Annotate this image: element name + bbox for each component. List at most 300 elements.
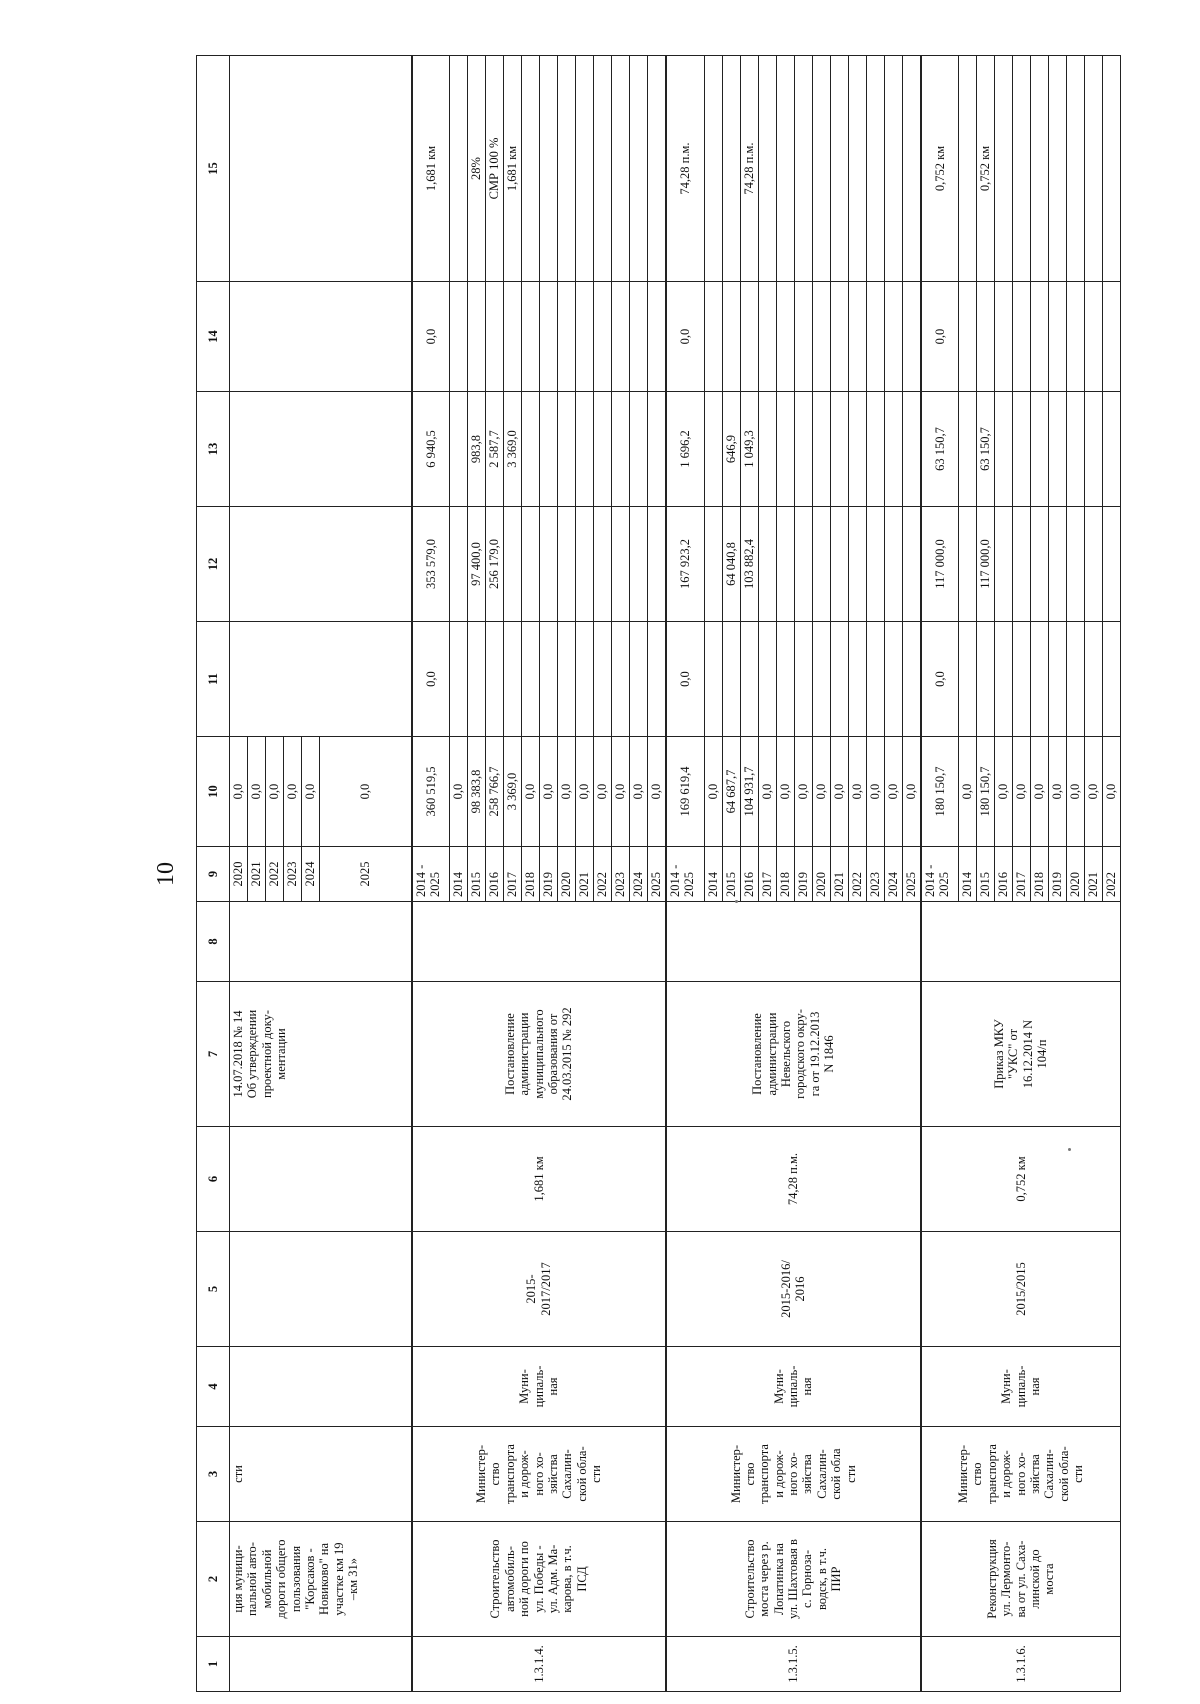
total-funding: 0,0 [884, 737, 902, 847]
federal-budget [902, 622, 921, 737]
local-budget: 6 940,5 [412, 392, 450, 507]
year-cell: 2014 [959, 847, 977, 902]
total-funding: 0,0 [1085, 737, 1103, 847]
federal-budget [540, 622, 558, 737]
federal-budget [848, 622, 866, 737]
year-cell: 2014 [450, 847, 468, 902]
local-budget [704, 392, 722, 507]
other-sources [740, 282, 758, 392]
other-sources: 0,0 [666, 282, 704, 392]
regional-budget [1085, 507, 1103, 622]
year-cell: 2016 [740, 847, 758, 902]
total-funding: 0,0 [302, 737, 320, 847]
column-header-14: 14 [197, 282, 230, 392]
column-header-7: 7 [197, 982, 230, 1127]
other-sources [959, 282, 977, 392]
regional-budget [704, 507, 722, 622]
local-budget [866, 392, 884, 507]
capacity: 0,752 км [921, 1127, 1121, 1232]
ownership: Муни- ципаль- ная [666, 1347, 921, 1427]
local-budget [1067, 392, 1085, 507]
local-budget [1049, 392, 1067, 507]
result [540, 56, 558, 282]
year-cell: 2025 [320, 847, 412, 902]
item-name: Реконструкция ул. Лермонто- ва от ул. Саха- линской до моста [921, 1522, 1121, 1637]
year-cell: 2020 [812, 847, 830, 902]
column-header-13: 13 [197, 392, 230, 507]
year-cell: 2023 [612, 847, 630, 902]
period: 2015/2015 [921, 1232, 1121, 1347]
federal-budget [1031, 622, 1049, 737]
result: 1,681 км [504, 56, 522, 282]
column-header-8: 8 [197, 902, 230, 982]
result [1103, 56, 1121, 282]
year-cell: 2018 [776, 847, 794, 902]
regional-budget [540, 507, 558, 622]
column-header-1: 1 [197, 1637, 230, 1692]
total-funding: 0,0 [558, 737, 576, 847]
local-budget [776, 392, 794, 507]
other-sources [1067, 282, 1085, 392]
total-funding: 3 369,0 [504, 737, 522, 847]
result: 74,28 п.м. [740, 56, 758, 282]
year-cell: 2019 [540, 847, 558, 902]
other-sources [630, 282, 648, 392]
federal-budget [884, 622, 902, 737]
local-budget: 63 150,7 [921, 392, 959, 507]
other-sources [612, 282, 630, 392]
local-budget [812, 392, 830, 507]
federal-budget [866, 622, 884, 737]
year-cell: 2014 - 2025 [666, 847, 704, 902]
year-cell: 2015 [977, 847, 995, 902]
other-sources [1013, 282, 1031, 392]
total-funding: 0,0 [704, 737, 722, 847]
local-budget: 1 049,3 [740, 392, 758, 507]
total-funding: 0,0 [848, 737, 866, 847]
table-row-total [412, 56, 450, 1692]
local-budget [648, 392, 667, 507]
total-funding: 0,0 [284, 737, 302, 847]
period [230, 1232, 412, 1347]
federal-budget [1067, 622, 1085, 737]
other-sources [830, 282, 848, 392]
item-number: 1.3.1.5. [666, 1637, 921, 1692]
total-funding: 0,0 [630, 737, 648, 847]
year-cell: 2022 [848, 847, 866, 902]
federal-budget [594, 622, 612, 737]
local-budget [1013, 392, 1031, 507]
page-number: 10 [153, 862, 179, 886]
other-sources [884, 282, 902, 392]
result [848, 56, 866, 282]
local-budget [1085, 392, 1103, 507]
result [230, 56, 412, 282]
other-sources: 0,0 [412, 282, 450, 392]
year-cell: 2025 [648, 847, 667, 902]
total-funding: 64 687,7 [722, 737, 740, 847]
result [1049, 56, 1067, 282]
other-sources [866, 282, 884, 392]
result [612, 56, 630, 282]
total-funding: 0,0 [794, 737, 812, 847]
total-funding: 0,0 [540, 737, 558, 847]
year-cell: 2025 [902, 847, 921, 902]
column-header-10: 10 [197, 737, 230, 847]
total-funding: 104 931,7 [740, 737, 758, 847]
federal-budget [504, 622, 522, 737]
total-funding: 0,0 [648, 737, 667, 847]
federal-budget [468, 622, 486, 737]
regional-budget [522, 507, 540, 622]
federal-budget [830, 622, 848, 737]
total-funding: 0,0 [594, 737, 612, 847]
column-header-9: 9 [197, 847, 230, 902]
result [1031, 56, 1049, 282]
other-sources [468, 282, 486, 392]
year-cell: 2018 [522, 847, 540, 902]
year-cell: 2023 [284, 847, 302, 902]
federal-budget [558, 622, 576, 737]
federal-budget [977, 622, 995, 737]
total-funding: 0,0 [450, 737, 468, 847]
local-budget [848, 392, 866, 507]
local-budget [1103, 392, 1121, 507]
regional-budget [630, 507, 648, 622]
regional-budget: 256 179,0 [486, 507, 504, 622]
result [830, 56, 848, 282]
column-header-2: 2 [197, 1522, 230, 1637]
federal-budget: 0,0 [412, 622, 450, 737]
item-number: 1.3.1.4. [412, 1637, 667, 1692]
local-budget [902, 392, 921, 507]
local-budget [1031, 392, 1049, 507]
column-header-4: 4 [197, 1347, 230, 1427]
year-cell: 2017 [758, 847, 776, 902]
federal-budget [648, 622, 667, 737]
year-cell: 2014 [704, 847, 722, 902]
federal-budget: 0,0 [666, 622, 704, 737]
federal-budget [776, 622, 794, 737]
regional-budget: 117 000,0 [977, 507, 995, 622]
other-sources: 0,0 [921, 282, 959, 392]
capacity: 74,28 п.м. [666, 1127, 921, 1232]
ownership: Муни- ципаль- ная [921, 1347, 1121, 1427]
result [722, 56, 740, 282]
result: 28% [468, 56, 486, 282]
basis-document: Приказ МКУ "УКС" от 16.12.2014 N 104/п [921, 982, 1121, 1127]
federal-budget [1013, 622, 1031, 737]
regional-budget [812, 507, 830, 622]
regional-budget [558, 507, 576, 622]
other-sources [648, 282, 667, 392]
local-budget [884, 392, 902, 507]
other-sources [504, 282, 522, 392]
other-sources [704, 282, 722, 392]
federal-budget [630, 622, 648, 737]
federal-budget: 0,0 [921, 622, 959, 737]
other-sources [776, 282, 794, 392]
result [812, 56, 830, 282]
year-cell: 2021 [248, 847, 266, 902]
other-sources [794, 282, 812, 392]
local-budget [612, 392, 630, 507]
federal-budget [1049, 622, 1067, 737]
total-funding: 0,0 [830, 737, 848, 847]
other-sources [1049, 282, 1067, 392]
result [450, 56, 468, 282]
federal-budget [722, 622, 740, 737]
total-funding: 0,0 [320, 737, 412, 847]
year-cell: 2015 [722, 847, 740, 902]
regional-budget [1103, 507, 1121, 622]
regional-budget: 167 923,2 [666, 507, 704, 622]
period: 2015-2016/ 2016 [666, 1232, 921, 1347]
result [758, 56, 776, 282]
other-sources [1031, 282, 1049, 392]
local-budget [594, 392, 612, 507]
regional-budget [230, 507, 412, 622]
period: 2015- 2017/2017 [412, 1232, 667, 1347]
total-funding: 0,0 [1013, 737, 1031, 847]
year-cell: 2016 [995, 847, 1013, 902]
responsible-body: сти [230, 1427, 412, 1522]
basis-document: Постановление администрации Невельского городского окру- га от 19.12.2013 N 1846 [666, 982, 921, 1127]
regional-budget [830, 507, 848, 622]
year-cell: 2019 [794, 847, 812, 902]
regional-budget [1049, 507, 1067, 622]
result [866, 56, 884, 282]
regional-budget [884, 507, 902, 622]
total-funding: 360 519,5 [412, 737, 450, 847]
year-cell: 2021 [1085, 847, 1103, 902]
other-sources [758, 282, 776, 392]
year-cell: 2024 [884, 847, 902, 902]
other-sources [230, 282, 412, 392]
result [522, 56, 540, 282]
other-sources [576, 282, 594, 392]
total-funding: 0,0 [1103, 737, 1121, 847]
federal-budget [230, 622, 412, 737]
total-funding: 0,0 [995, 737, 1013, 847]
total-funding: 0,0 [576, 737, 594, 847]
regional-budget: 353 579,0 [412, 507, 450, 622]
scan-speck [735, 900, 738, 903]
total-funding: 0,0 [902, 737, 921, 847]
year-cell: 2016 [486, 847, 504, 902]
regional-budget [995, 507, 1013, 622]
total-funding: 258 766,7 [486, 737, 504, 847]
federal-budget [450, 622, 468, 737]
regional-budget [648, 507, 667, 622]
total-funding: 0,0 [959, 737, 977, 847]
result [704, 56, 722, 282]
column-header-15: 15 [197, 56, 230, 282]
local-budget [558, 392, 576, 507]
total-funding: 0,0 [1031, 737, 1049, 847]
year-cell: 2014 - 2025 [412, 847, 450, 902]
year-cell: 2014 - 2025 [921, 847, 959, 902]
total-funding: 180 150,7 [921, 737, 959, 847]
basis-document: Постановление администрации муниципального образования от 24.03.2015 № 292 [412, 982, 667, 1127]
regional-budget: 64 040,8 [722, 507, 740, 622]
local-budget [758, 392, 776, 507]
total-funding: 0,0 [1049, 737, 1067, 847]
local-budget [794, 392, 812, 507]
result [884, 56, 902, 282]
result: СМР 100 % [486, 56, 504, 282]
regional-budget [902, 507, 921, 622]
basis-document: 14.07.2018 № 14 Об утверждении проектной доку- ментации [230, 982, 412, 1127]
local-budget [995, 392, 1013, 507]
year-cell: 2020 [1067, 847, 1085, 902]
other-sources [902, 282, 921, 392]
other-sources [540, 282, 558, 392]
year-cell: 2023 [866, 847, 884, 902]
regional-budget [1031, 507, 1049, 622]
ownership: Муни- ципаль- ная [412, 1347, 667, 1427]
result [794, 56, 812, 282]
other-sources [558, 282, 576, 392]
regional-budget [776, 507, 794, 622]
result [1085, 56, 1103, 282]
program-table [196, 55, 1121, 1692]
other-sources [977, 282, 995, 392]
total-funding: 0,0 [776, 737, 794, 847]
total-funding: 0,0 [230, 737, 248, 847]
federal-budget [486, 622, 504, 737]
regional-budget [450, 507, 468, 622]
local-budget: 63 150,7 [977, 392, 995, 507]
result [995, 56, 1013, 282]
year-cell: 2017 [504, 847, 522, 902]
column-8 [921, 902, 1121, 982]
federal-budget [704, 622, 722, 737]
item-name: Строительство моста через р. Лопатинка на ул. Шахтовая в с. Горноза- водск, в т.ч. ПИР [666, 1522, 921, 1637]
table-row [230, 56, 248, 1692]
other-sources [722, 282, 740, 392]
column-header-6: 6 [197, 1127, 230, 1232]
local-budget: 983,8 [468, 392, 486, 507]
regional-budget [866, 507, 884, 622]
other-sources [848, 282, 866, 392]
regional-budget [1067, 507, 1085, 622]
year-cell: 2018 [1031, 847, 1049, 902]
result [1067, 56, 1085, 282]
responsible-body: Министер- ство транспорта и дорож- ного хо- зяйства Сахалин- ской обла- сти [921, 1427, 1121, 1522]
year-cell: 2019 [1049, 847, 1067, 902]
other-sources [594, 282, 612, 392]
item-name: Строительство автомобиль- ной дороги по ул. Победы - ул. Адм. Ма- карова, в т.ч. ПСД [412, 1522, 667, 1637]
column-header-5: 5 [197, 1232, 230, 1347]
local-budget: 1 696,2 [666, 392, 704, 507]
year-cell: 2022 [266, 847, 284, 902]
local-budget: 2 587,7 [486, 392, 504, 507]
responsible-body: Министер- ство транспорта и дорож- ного хо- зяйства Сахалин- ской обла- сти [412, 1427, 667, 1522]
result [959, 56, 977, 282]
regional-budget: 103 882,4 [740, 507, 758, 622]
federal-budget [758, 622, 776, 737]
local-budget: 3 369,0 [504, 392, 522, 507]
regional-budget [504, 507, 522, 622]
year-cell: 2024 [630, 847, 648, 902]
regional-budget [612, 507, 630, 622]
local-budget [959, 392, 977, 507]
total-funding: 169 619,4 [666, 737, 704, 847]
federal-budget [740, 622, 758, 737]
result [630, 56, 648, 282]
federal-budget [1103, 622, 1121, 737]
other-sources [812, 282, 830, 392]
column-8 [412, 902, 667, 982]
year-cell: 2024 [302, 847, 320, 902]
regional-budget [794, 507, 812, 622]
responsible-body: Министер- ство транспорта и дорож- ного хо- зяйства Сахалин- ской обла сти [666, 1427, 921, 1522]
local-budget [630, 392, 648, 507]
total-funding: 0,0 [866, 737, 884, 847]
result [576, 56, 594, 282]
total-funding: 98 383,8 [468, 737, 486, 847]
result [558, 56, 576, 282]
year-cell: 2021 [576, 847, 594, 902]
federal-budget [612, 622, 630, 737]
rotated-page [148, 44, 1168, 1704]
total-funding: 0,0 [812, 737, 830, 847]
column-header-12: 12 [197, 507, 230, 622]
federal-budget [1085, 622, 1103, 737]
federal-budget [995, 622, 1013, 737]
regional-budget [848, 507, 866, 622]
result [648, 56, 667, 282]
result [1013, 56, 1031, 282]
result [776, 56, 794, 282]
local-budget: 646,9 [722, 392, 740, 507]
year-cell: 2020 [230, 847, 248, 902]
regional-budget [576, 507, 594, 622]
table-row-total [666, 56, 704, 1692]
result: 74,28 п.м. [666, 56, 704, 282]
total-funding: 0,0 [266, 737, 284, 847]
total-funding: 180 150,7 [977, 737, 995, 847]
year-cell: 2021 [830, 847, 848, 902]
result: 0,752 км [921, 56, 959, 282]
local-budget [576, 392, 594, 507]
local-budget [830, 392, 848, 507]
other-sources [486, 282, 504, 392]
ownership [230, 1347, 412, 1427]
total-funding: 0,0 [612, 737, 630, 847]
result [594, 56, 612, 282]
federal-budget [576, 622, 594, 737]
total-funding: 0,0 [1067, 737, 1085, 847]
column-header-11: 11 [197, 622, 230, 737]
column-header-3: 3 [197, 1427, 230, 1522]
item-number: 1.3.1.6. [921, 1637, 1121, 1692]
federal-budget [794, 622, 812, 737]
regional-budget: 117 000,0 [921, 507, 959, 622]
table-row-total [921, 56, 959, 1692]
other-sources [1085, 282, 1103, 392]
item-number [230, 1637, 412, 1692]
regional-budget: 97 400,0 [468, 507, 486, 622]
year-cell: 2015 [468, 847, 486, 902]
item-name: ция муници- пальной авто- мобильной дороги общего пользования "Корсаков - Новиково" на участке км 19 –км 31» [230, 1522, 412, 1637]
other-sources [450, 282, 468, 392]
capacity: 1,681 км [412, 1127, 667, 1232]
regional-budget [1013, 507, 1031, 622]
local-budget [450, 392, 468, 507]
regional-budget [758, 507, 776, 622]
